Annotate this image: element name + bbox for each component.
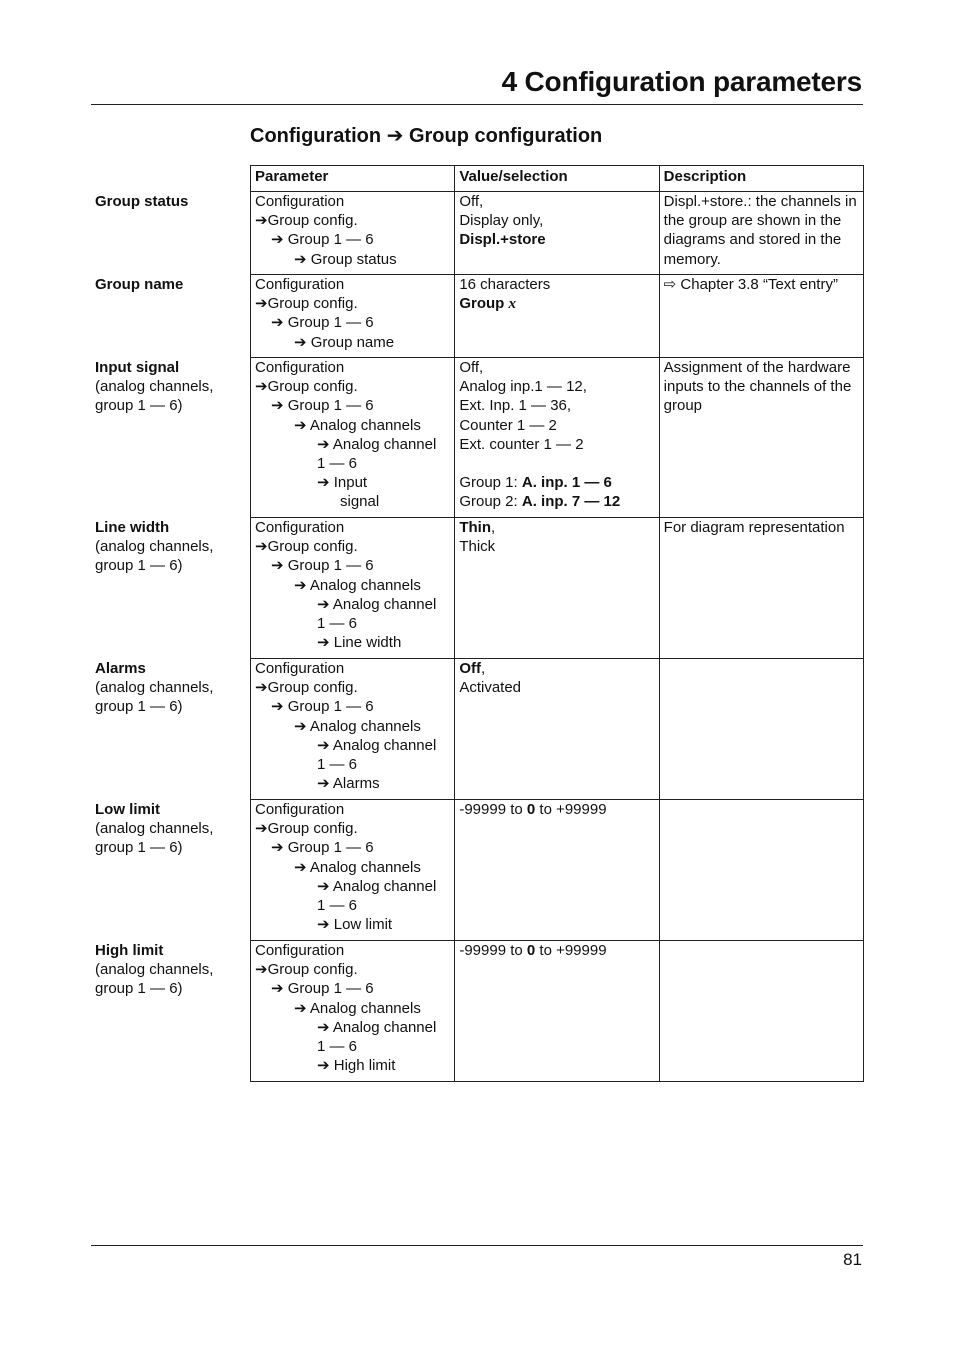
default-value: Group <box>459 295 509 313</box>
default-value: 0 <box>526 801 536 818</box>
value-option <box>459 416 654 435</box>
menu-path-step: ➔ Analog channel <box>317 1018 437 1036</box>
menu-path-step: ➔ Group 1 — 6 <box>271 231 374 249</box>
value-option <box>459 435 654 454</box>
row-label-title: Low limit <box>95 801 160 818</box>
value-text: , <box>490 519 496 536</box>
row-label <box>95 275 245 294</box>
menu-path-step: ➔ Line width <box>317 634 402 652</box>
menu-path-step: ➔ Analog channel <box>317 736 437 754</box>
menu-path-step: ➔ Analog channels <box>294 858 421 876</box>
value-selection-cell <box>455 659 659 800</box>
table-header-row <box>251 166 864 192</box>
description-cell: Displ.+store.: the channels in the group are shown in the diagrams and stored in the memory. <box>659 192 863 275</box>
parameter-path-cell <box>251 659 455 800</box>
row-label-subtitle: (analog channels, group 1 — 6) <box>95 378 214 415</box>
menu-path-step: ➔ Analog channels <box>294 717 421 735</box>
menu-path-step: Configuration <box>255 942 345 959</box>
menu-path-step: ➔ Group 1 — 6 <box>271 557 374 575</box>
menu-path-step: 1 — 6 <box>317 897 358 915</box>
value-text: Counter 1 — 2 <box>459 416 557 434</box>
value-text: to +99999 <box>535 942 607 959</box>
table-row <box>251 659 864 800</box>
value-option <box>459 518 654 537</box>
menu-path-step: 1 — 6 <box>317 756 358 774</box>
default-value: Off <box>459 660 481 677</box>
value-option <box>459 192 654 211</box>
value-option <box>459 275 654 294</box>
row-label <box>95 192 245 211</box>
row-label-title: High limit <box>95 942 164 959</box>
value-selection-cell <box>455 518 659 659</box>
value-option <box>459 537 654 556</box>
value-text: Group 1: <box>459 474 522 492</box>
table-row <box>251 358 864 518</box>
value-text: Off, <box>459 359 484 376</box>
table-row <box>251 275 864 358</box>
default-value: A. inp. 7 — 12 <box>521 493 621 511</box>
value-option <box>459 473 654 492</box>
value-text: Group 2: <box>459 493 522 511</box>
menu-path-step: ➔ Group 1 — 6 <box>271 980 374 998</box>
value-selection-cell <box>455 358 659 518</box>
menu-path-step: ➔ Analog channel <box>317 435 437 453</box>
default-value: Thin <box>459 519 491 536</box>
menu-path-step: ➔Group config. <box>255 538 358 556</box>
value-option <box>459 358 654 377</box>
chapter-title: 4 Configuration parameters <box>501 66 862 97</box>
row-label-title: Group status <box>95 193 189 210</box>
menu-path-step: ➔ Analog channels <box>294 416 421 434</box>
parameter-table <box>250 165 864 1082</box>
parameter-path-cell <box>251 192 455 275</box>
menu-path-step: Configuration <box>255 193 345 210</box>
menu-path-step: ➔Group config. <box>255 295 358 313</box>
menu-path-step: ➔Group config. <box>255 820 358 838</box>
menu-path-step: 1 — 6 <box>317 615 358 633</box>
description-cell: Assignment of the hardware inputs to the channels of the group <box>659 358 863 518</box>
header-rule <box>91 104 863 105</box>
menu-path-step: Configuration <box>255 359 345 376</box>
value-text: 16 characters <box>459 276 551 293</box>
row-label <box>95 358 245 416</box>
value-selection-cell <box>455 941 659 1082</box>
menu-path-step: ➔ Low limit <box>317 916 393 934</box>
value-option <box>459 492 654 511</box>
value-text: Off, <box>459 193 484 210</box>
value-text: to +99999 <box>535 801 607 818</box>
value-text: Ext. Inp. 1 — 36, <box>459 397 572 415</box>
menu-path-step: Configuration <box>255 801 345 818</box>
menu-path-step: ➔ Input <box>317 474 368 492</box>
row-label-subtitle: (analog channels, group 1 — 6) <box>95 961 214 998</box>
page-number: 81 <box>843 1250 862 1269</box>
row-label-subtitle: (analog channels, group 1 — 6) <box>95 679 214 716</box>
value-option <box>459 230 654 249</box>
column-header-description: Description <box>659 166 863 192</box>
description-cell: ⇨ Chapter 3.8 “Text entry” <box>659 275 863 358</box>
description-cell <box>659 800 863 941</box>
value-text: Ext. counter 1 — 2 <box>459 435 584 453</box>
description-cell <box>659 659 863 800</box>
row-label <box>95 518 245 576</box>
value-text: Analog inp.1 — 12, <box>459 378 587 396</box>
value-text: Display only, <box>459 212 544 230</box>
parameter-path-cell <box>251 518 455 659</box>
value-text: -99999 to <box>459 801 527 818</box>
menu-path-step: Configuration <box>255 276 345 293</box>
value-option <box>459 800 654 819</box>
row-label-title: Alarms <box>95 660 146 677</box>
description-cell: For diagram representation <box>659 518 863 659</box>
value-option <box>459 678 654 697</box>
table-row <box>251 941 864 1082</box>
menu-path-step: ➔Group config. <box>255 961 358 979</box>
parameter-path-cell <box>251 800 455 941</box>
row-label-title: Group name <box>95 276 184 293</box>
menu-path-step: ➔ Group status <box>294 250 397 268</box>
value-option <box>459 941 654 960</box>
placeholder-variable: x <box>508 296 516 313</box>
table-row <box>251 518 864 659</box>
value-option <box>459 454 654 473</box>
parameter-path-cell <box>251 358 455 518</box>
value-text: , <box>481 660 486 677</box>
menu-path-step: Configuration <box>255 660 345 677</box>
default-value: A. inp. 1 — 6 <box>521 474 612 492</box>
menu-path-step: ➔ Group 1 — 6 <box>271 314 374 332</box>
menu-path-step: ➔ Group 1 — 6 <box>271 839 374 857</box>
menu-path-step: ➔Group config. <box>255 212 358 230</box>
value-selection-cell <box>455 800 659 941</box>
value-option <box>459 396 654 415</box>
menu-path-step: ➔ Alarms <box>317 775 380 793</box>
menu-path-step: ➔ Analog channels <box>294 576 421 594</box>
table-row <box>251 192 864 275</box>
row-label <box>95 659 245 717</box>
row-label <box>95 800 245 858</box>
menu-path-step: signal <box>340 493 380 511</box>
menu-path-step: 1 — 6 <box>317 455 358 473</box>
row-label-title: Line width <box>95 519 170 536</box>
value-text: Activated <box>459 679 522 697</box>
menu-path-step: Configuration <box>255 519 345 536</box>
row-label-subtitle: (analog channels, group 1 — 6) <box>95 538 214 575</box>
footer-rule <box>91 1245 863 1246</box>
menu-path-step: ➔ Group 1 — 6 <box>271 698 374 716</box>
description-cell <box>659 941 863 1082</box>
value-selection-cell <box>455 275 659 358</box>
value-option <box>459 294 654 314</box>
value-option <box>459 659 654 678</box>
column-header-parameter: Parameter <box>251 166 455 192</box>
value-selection-cell <box>455 192 659 275</box>
parameter-path-cell <box>251 941 455 1082</box>
parameter-path-cell <box>251 275 455 358</box>
menu-path-step: ➔ Analog channels <box>294 999 421 1017</box>
value-text: -99999 to <box>459 942 527 959</box>
menu-path-step: ➔Group config. <box>255 679 358 697</box>
menu-path-step: ➔ Group name <box>294 333 395 351</box>
default-value: 0 <box>526 942 536 959</box>
row-label-subtitle: (analog channels, group 1 — 6) <box>95 820 214 857</box>
menu-path-step: ➔ Analog channel <box>317 595 437 613</box>
table-row <box>251 800 864 941</box>
menu-path-step: ➔ High limit <box>317 1057 396 1075</box>
menu-path-step: 1 — 6 <box>317 1038 358 1056</box>
default-value: Displ.+store <box>459 231 546 249</box>
section-heading: Configuration ➔ Group configuration <box>250 125 603 147</box>
menu-path-step: ➔ Analog channel <box>317 877 437 895</box>
column-header-value: Value/selection <box>455 166 659 192</box>
value-option <box>459 211 654 230</box>
menu-path-step: ➔Group config. <box>255 378 358 396</box>
row-label <box>95 941 245 999</box>
menu-path-step: ➔ Group 1 — 6 <box>271 397 374 415</box>
value-option <box>459 377 654 396</box>
value-text: Thick <box>459 538 496 556</box>
row-label-title: Input signal <box>95 359 180 376</box>
